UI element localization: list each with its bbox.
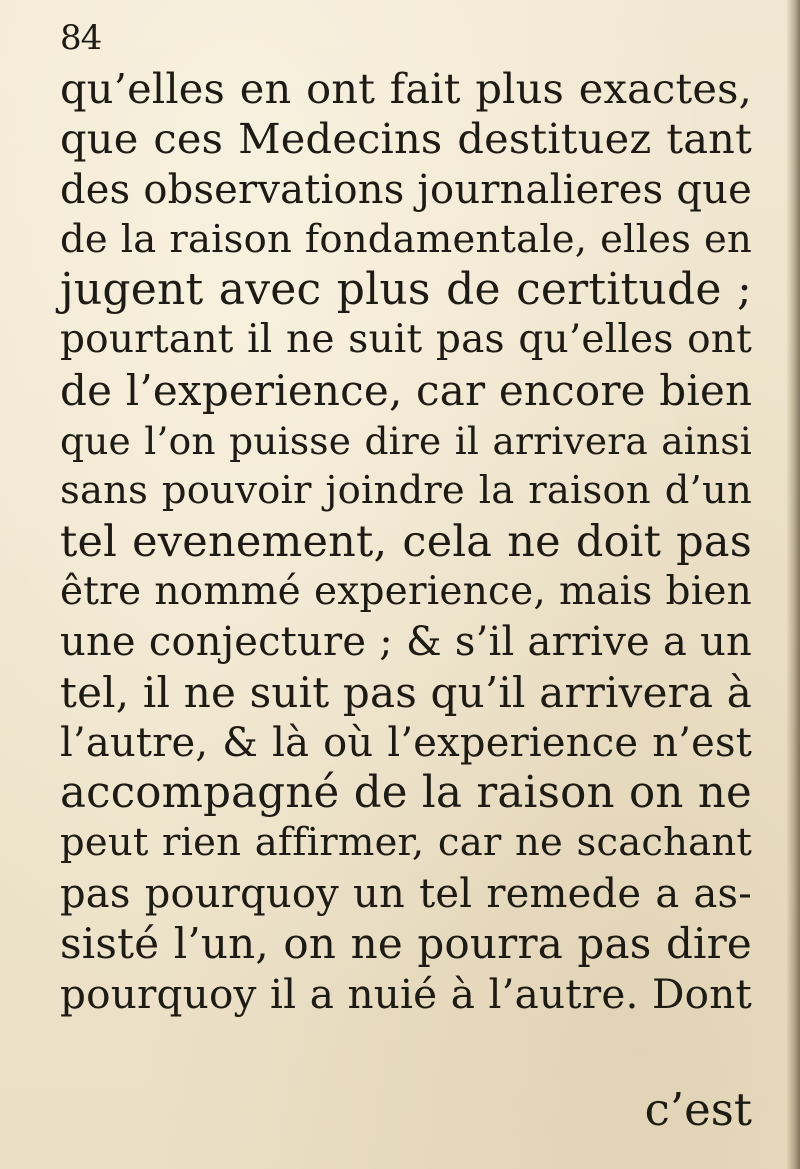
text-line: sisté l’un, on ne pourra pas dire <box>60 919 752 969</box>
text-line: pourquoy il a nuié à l’autre. Dont <box>60 970 752 1019</box>
body-text <box>60 64 752 1020</box>
text-line: que ces Medecins destituez tant <box>60 114 752 164</box>
text-line: accompagné de la raison on ne <box>60 768 752 819</box>
text-line: tel, il ne suit pas qu’il arrivera à <box>60 667 752 717</box>
text-line: que l’on puisse dire il arrivera ainsi <box>60 419 752 464</box>
text-line: de l’experience, car encore bien <box>60 365 753 415</box>
text-line: tel evenement, cela ne doit pas <box>60 516 752 567</box>
text-line: jugent avec plus de certitude ; <box>60 264 752 316</box>
text-line: qu’elles en ont fait plus exactes, <box>60 64 752 113</box>
text-line: une conjecture ; & s’il arrive a un <box>60 619 752 666</box>
text-line: de la raison fondamentale, elles en <box>60 216 752 262</box>
text-line: sans pouvoir joindre la raison d’un <box>60 468 752 514</box>
catchword: c’est <box>644 1083 752 1136</box>
page-number: 84 <box>60 18 102 58</box>
text-line: peut rien affirmer, car ne scachant <box>60 820 752 866</box>
text-line: être nommé experience, mais bien <box>60 568 752 614</box>
page-edge-shadow <box>786 0 800 1169</box>
text-line: pas pourquoy un tel remede a as- <box>60 870 752 917</box>
text-line: pourtant il ne suit pas qu’elles ont <box>60 317 752 363</box>
text-line: l’autre, & là où l’experience n’est <box>60 719 752 766</box>
text-line: des observations journalieres que <box>60 166 752 213</box>
